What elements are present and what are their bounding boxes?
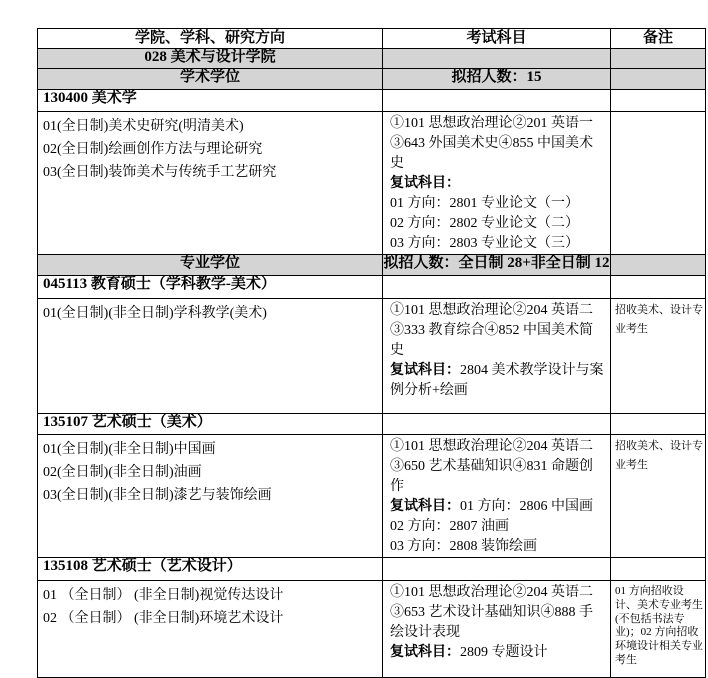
program-045113-note-empty	[611, 276, 706, 299]
directions-045113	[38, 299, 383, 414]
retest-subject: 2804 美术教学设计与案例分析+绘画	[390, 363, 604, 398]
exam-135107	[383, 435, 611, 558]
academic-degree-row	[38, 69, 706, 90]
exam-initial-subjects: ①101 思想政治理论②201 英语一③643 外国美术史④855 中国美术史	[390, 116, 593, 171]
college-row	[38, 49, 706, 69]
program-135108-note-empty	[611, 558, 706, 581]
direction-item: 03(全日制)(非全日制)漆艺与装饰绘画	[43, 488, 272, 503]
direction-item: 01 （全日制） (非全日制)视觉传达设计	[43, 588, 284, 603]
directions-row-130400	[38, 112, 706, 255]
exam-initial-subjects: ①101 思想政治理论②204 英语二③653 艺术设计基础知识④888 手绘设计表现	[390, 585, 593, 640]
retest-line: 03 方向：2808 装饰绘画	[390, 539, 537, 554]
academic-note-empty	[611, 69, 706, 90]
direction-item: 02(全日制)(非全日制)油画	[43, 465, 202, 480]
retest-line	[390, 361, 606, 401]
program-row-130400	[38, 90, 706, 112]
header-exam-subjects: 考试科目	[383, 29, 611, 49]
retest-line	[390, 643, 606, 663]
college-exam-empty	[383, 49, 611, 69]
retest-label: 复试科目：	[390, 645, 460, 660]
directions-row-135108	[38, 581, 706, 678]
retest-label: 复试科目：	[390, 363, 460, 378]
program-135107-exam-empty	[383, 414, 611, 435]
college-name: 028 美术与设计学院	[38, 49, 383, 69]
exam-135108	[383, 581, 611, 678]
retest-subject: 2809 专题设计	[460, 645, 548, 660]
retest-subject: 01 方向：2806 中国画	[460, 499, 593, 514]
program-130400-exam-empty	[383, 90, 611, 112]
admissions-table	[37, 28, 706, 678]
direction-item: 02(全日制)绘画创作方法与理论研究	[43, 142, 263, 157]
retest-line: 01 方向：2801 专业论文（一）	[390, 196, 579, 211]
retest-line: 02 方向：2802 专业论文（二）	[390, 216, 579, 231]
direction-item: 01(全日制)(非全日制)学科教学(美术)	[43, 306, 267, 321]
direction-item: 02 （全日制） (非全日制)环境艺术设计	[43, 611, 284, 626]
direction-item: 01(全日制)(非全日制)中国画	[43, 442, 216, 457]
program-code-130400: 130400 美术学	[38, 90, 383, 112]
program-code-045113: 045113 教育硕士（学科教学-美术）	[38, 276, 383, 299]
header-college-discipline: 学院、学科、研究方向	[38, 29, 383, 49]
direction-item: 01(全日制)美术史研究(明清美术)	[43, 119, 244, 134]
direction-item: 03(全日制)装饰美术与传统手工艺研究	[43, 165, 277, 180]
professional-degree-label: 专业学位	[38, 255, 383, 276]
retest-line: 03 方向：2803 专业论文（三）	[390, 236, 579, 251]
directions-row-135107	[38, 435, 706, 558]
note-135107: 招收美术、设计专业考生	[611, 435, 706, 558]
retest-line: 02 方向：2807 油画	[390, 519, 509, 534]
program-135107-note-empty	[611, 414, 706, 435]
retest-label: 复试科目：	[390, 499, 460, 514]
program-code-135108: 135108 艺术硕士（艺术设计）	[38, 558, 383, 581]
directions-130400	[38, 112, 383, 255]
program-135108-exam-empty	[383, 558, 611, 581]
retest-line	[390, 497, 606, 517]
academic-degree-label: 学术学位	[38, 69, 383, 90]
program-code-135107: 135107 艺术硕士（美术）	[38, 414, 383, 435]
program-row-135107	[38, 414, 706, 435]
exam-045113	[383, 299, 611, 414]
table-header-row	[38, 29, 706, 49]
program-row-045113	[38, 276, 706, 299]
retest-label: 复试科目：	[390, 176, 460, 191]
program-045113-exam-empty	[383, 276, 611, 299]
exam-initial-subjects: ①101 思想政治理论②204 英语二③650 艺术基础知识④831 命题创作	[390, 439, 593, 494]
college-note-empty	[611, 49, 706, 69]
note-045113: 招收美术、设计专业考生	[611, 299, 706, 414]
professional-note-empty	[611, 255, 706, 276]
professional-degree-row	[38, 255, 706, 276]
exam-initial-subjects: ①101 思想政治理论②204 英语二③333 教育综合④852 中国美术简史	[390, 303, 593, 358]
program-row-135108	[38, 558, 706, 581]
directions-135108	[38, 581, 383, 678]
professional-quota: 拟招人数：全日制 28+非全日制 12	[383, 255, 611, 276]
header-notes: 备注	[611, 29, 706, 49]
directions-row-045113	[38, 299, 706, 414]
note-130400-empty	[611, 112, 706, 255]
program-130400-note-empty	[611, 90, 706, 112]
academic-quota: 拟招人数：15	[383, 69, 611, 90]
exam-130400	[383, 112, 611, 255]
note-135108: 01 方向招收设计、美术专业考生(不包括书法专业)；02 方向招收环境设计相关专业考生	[611, 581, 706, 678]
directions-135107	[38, 435, 383, 558]
